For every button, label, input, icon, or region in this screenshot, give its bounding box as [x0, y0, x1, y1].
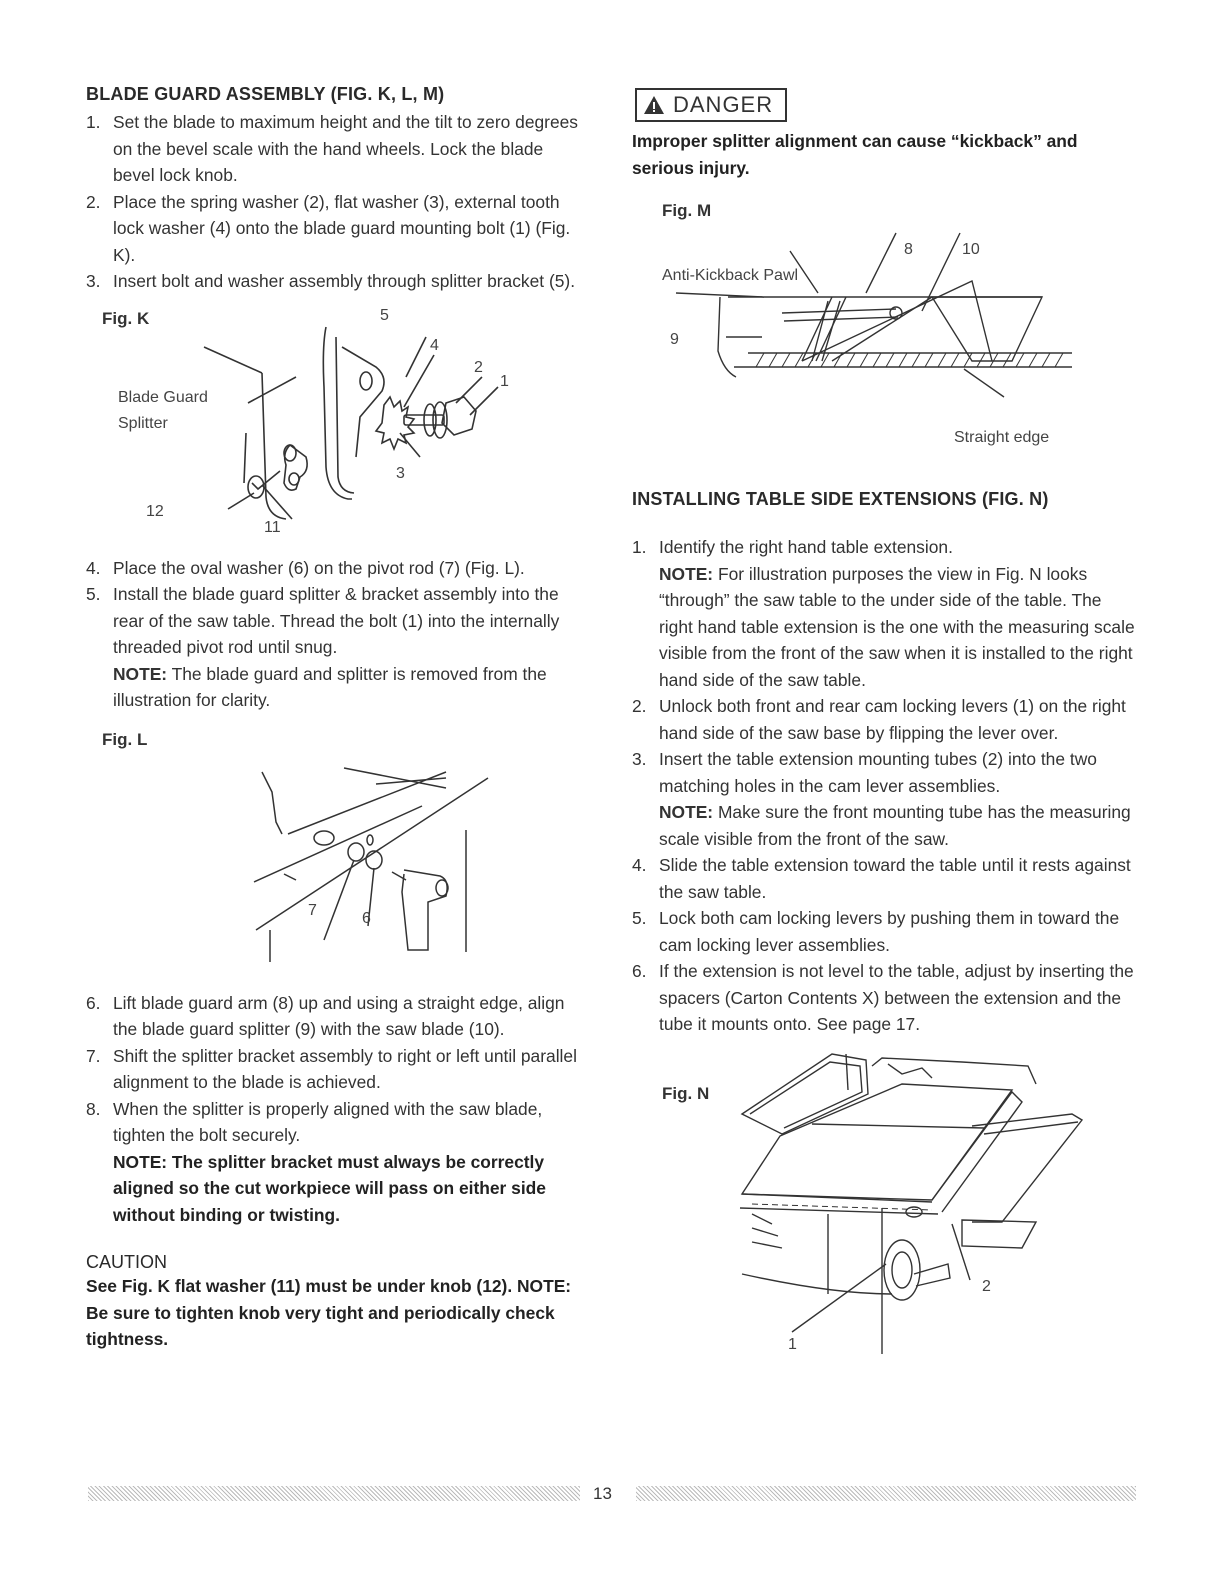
figure-m-drawing — [632, 201, 1138, 435]
callout-5: 5 — [380, 306, 389, 324]
hatch-line — [1003, 353, 1011, 367]
list-item: 2. Place the spring washer (2), flat washer (3), external tooth lock washer (4) onto the blade guard mounting bolt (1) (Fig. K). — [86, 191, 571, 265]
callout-splitter: Splitter — [118, 414, 168, 432]
callout-3: 3 — [396, 464, 405, 482]
hatch-line — [873, 353, 881, 367]
list-item: 1. Set the blade to maximum height and the tilt to zero degrees on the bevel scale with the hand wheels. Lock the blade bevel lock knob. — [86, 112, 578, 185]
hatch-line — [912, 353, 920, 367]
hatch-line — [1029, 353, 1037, 367]
callout-9: 9 — [670, 331, 679, 348]
hatch-line — [1055, 353, 1063, 367]
hatch-line — [899, 353, 907, 367]
hatch-line — [847, 353, 855, 367]
list-item: 3. Insert bolt and washer assembly through splitter bracket (5). — [86, 271, 576, 291]
blade-guard-title: BLADE GUARD ASSEMBLY (FIG. K, L, M) — [86, 84, 445, 104]
callout-10: 10 — [962, 241, 980, 258]
splitter-note: NOTE: The splitter bracket must always be correctly aligned so the cut workpiece will pass on either side without binding or twisting. — [113, 1151, 546, 1225]
hatch-line — [860, 353, 868, 367]
hatch-line — [756, 353, 764, 367]
list-item: 7. Shift the splitter bracket assembly to right or left until parallel alignment to the blade is achieved. — [86, 1045, 577, 1092]
list-item: 4. Place the oval washer (6) on the pivot rod (7) (Fig. L). — [86, 557, 525, 578]
callout-4: 4 — [430, 336, 439, 354]
list-item: 2. Unlock both front and rear cam locking levers (1) on the right hand side of the saw base by flipping the lever over. — [632, 696, 1126, 743]
figure-n-label: Fig. N — [662, 1083, 710, 1103]
page-number: 13 — [593, 1484, 612, 1503]
extensions-title: INSTALLING TABLE SIDE EXTENSIONS (FIG. N) — [632, 489, 1049, 509]
callout-1: 1 — [500, 372, 509, 390]
figure-m — [632, 201, 1138, 446]
figure-m-label: Fig. M — [662, 201, 712, 220]
left-column — [86, 84, 586, 1353]
hatch-line — [1016, 353, 1024, 367]
footer-stripe-right — [636, 1486, 1136, 1501]
hatch-line — [1042, 353, 1050, 367]
callout-6: 6 — [362, 909, 371, 927]
hatch-line — [834, 353, 842, 367]
blade-guard-steps-c — [86, 990, 586, 1229]
callout-straight-edge: Straight edge — [954, 429, 1050, 446]
figure-l-label: Fig. L — [102, 729, 148, 749]
callout-11: 11 — [264, 518, 281, 536]
page-footer — [88, 1484, 1138, 1504]
callout-7: 7 — [308, 901, 317, 919]
hatch-line — [977, 353, 985, 367]
danger-label: DANGER — [673, 92, 774, 117]
caution-text: See Fig. K flat washer (11) must be under knob (12). NOTE: Be sure to tighten knob very tight and periodically check tightness. — [86, 1276, 572, 1349]
danger-badge — [635, 88, 787, 122]
footer-stripe-left — [88, 1486, 580, 1501]
callout-8: 8 — [904, 241, 913, 258]
hatch-line — [951, 353, 959, 367]
hatch-line — [886, 353, 894, 367]
callout-2: 2 — [474, 358, 483, 376]
hatch-line — [808, 353, 816, 367]
callout-blade-guard: Blade Guard — [118, 388, 208, 406]
list-item: 4. Slide the table extension toward the table until it rests against the saw table. — [632, 855, 1131, 902]
figure-n — [632, 1044, 1138, 1354]
list-item: 8. When the splitter is properly aligned with the saw blade, tighten the bolt securely. NOTE: The splitter bracket must always be correctly aligned so the cut workpiece will pass on either side without binding or twisting. — [86, 1098, 546, 1225]
hatch-line — [925, 353, 933, 367]
list-item: 6. If the extension is not level to the table, adjust by inserting the spacers (Carton Contents X) between the extension and the tube it mounts onto. See page 17. — [632, 961, 1134, 1034]
list-item: 6. Lift blade guard arm (8) up and using a straight edge, align the blade guard splitter (9) with the saw blade (10). — [86, 992, 565, 1039]
callout-12: 12 — [146, 502, 164, 520]
blade-guard-steps-b — [86, 555, 586, 714]
right-column — [632, 88, 1138, 1354]
figure-l — [86, 730, 586, 976]
figure-k — [86, 307, 586, 539]
list-item: 5. Lock both cam locking levers by pushing them in toward the cam locking lever assemblies. — [632, 908, 1120, 955]
figure-l-drawing — [86, 730, 586, 976]
list-item: 1. Identify the right hand table extension. NOTE: For illustration purposes the view in Fig. N looks “through” the saw table to the under side of the table. The right hand table extension is the one with the measuring scale visible from the front of the saw when it is installed to the right hand side of the saw table. — [632, 537, 1135, 690]
callout-n-1: 1 — [788, 1335, 797, 1353]
hatch-line — [769, 353, 777, 367]
callout-anti-kickback-pawl: Anti-Kickback Pawl — [662, 267, 799, 284]
callout-n-2: 2 — [982, 1277, 991, 1295]
danger-text: Improper splitter alignment can cause “kickback” and serious injury. — [632, 131, 1078, 178]
extensions-steps — [632, 534, 1138, 1038]
figure-k-label: Fig. K — [102, 308, 150, 328]
hatch-line — [938, 353, 946, 367]
list-item: 5. Install the blade guard splitter & bracket assembly into the rear of the saw table. Thread the bolt (1) into the internally threaded pivot rod until snug. NOTE: The blade guard and splitter is removed from the illustration for clarity. — [86, 584, 560, 710]
warning-triangle-icon — [643, 95, 665, 115]
hatch-line — [782, 353, 790, 367]
blade-guard-steps-a — [86, 109, 586, 295]
list-item: 3. Insert the table extension mounting tubes (2) into the two matching holes in the cam lever assemblies. NOTE: Make sure the front mounting tube has the measuring scale visible from the front of the saw. — [632, 749, 1131, 849]
caution-title: CAUTION — [86, 1252, 167, 1272]
